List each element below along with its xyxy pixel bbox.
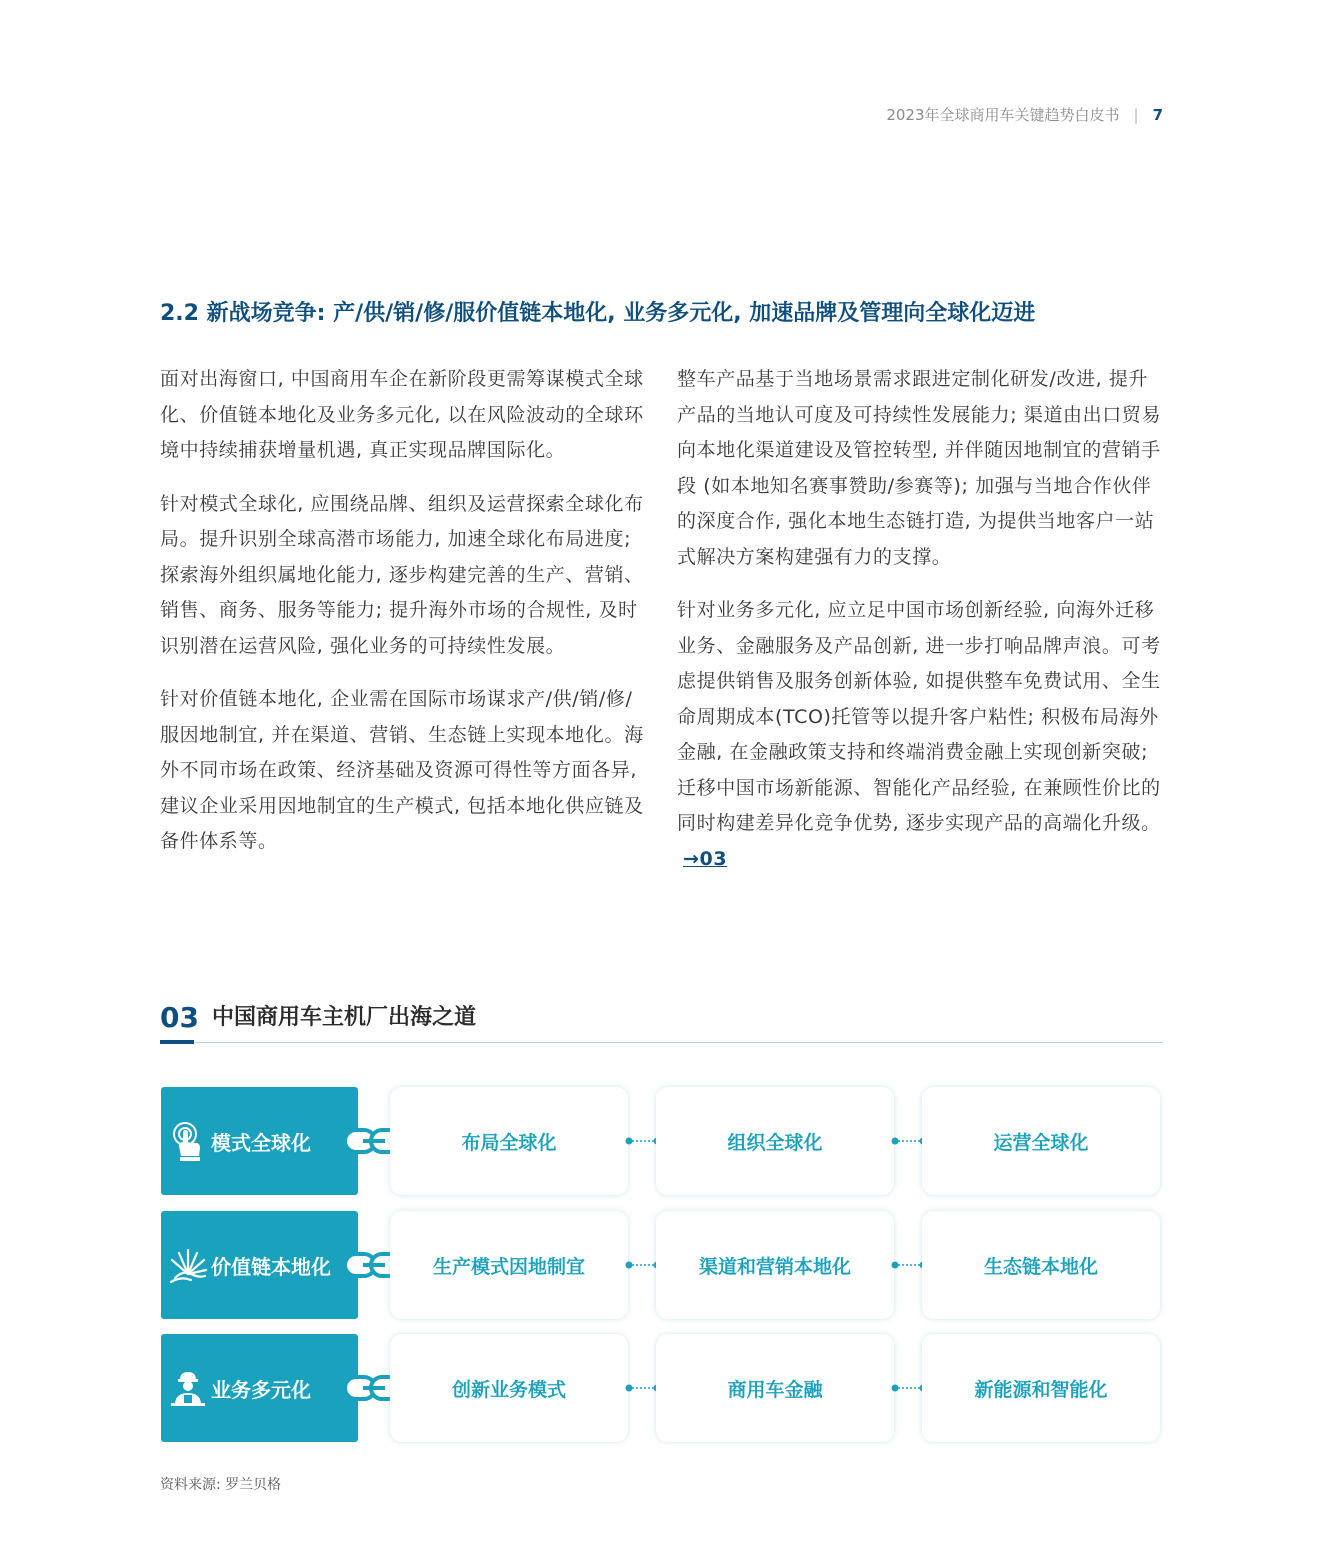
strategy-item: 生态链本地化 — [922, 1211, 1160, 1319]
section-title: 2.2 新战场竞争: 产/供/销/修/服价值链本地化, 业务多元化, 加速品牌及管理向全球化迈进 — [160, 301, 1036, 326]
strategy-item: 新能源和智能化 — [922, 1334, 1160, 1442]
strategy-row-business-diversification — [161, 1334, 1163, 1444]
running-header — [886, 104, 1163, 125]
left-column — [160, 362, 650, 878]
strategy-item: 组织全球化 — [656, 1087, 894, 1195]
category-label: 价值链本地化 — [211, 1254, 331, 1279]
document-title: 2023年全球商用车关键趋势白皮书 — [886, 106, 1120, 124]
strategy-item: 商用车金融 — [656, 1334, 894, 1442]
strategy-item: 布局全球化 — [390, 1087, 628, 1195]
strategy-item: 创新业务模式 — [390, 1334, 628, 1442]
paragraph: 整车产品基于当地场景需求跟进定制化研发/改进, 提升产品的当地认可度及可持续性发展能力; 渠道由出口贸易向本地化渠道建设及管控转型, 并伴随因地制宜的营销手段 (如本地知名赛事赞助/参赛等); 加强与当地合作伙伴的深度合作, 强化本地生态链打造, 为提供当地客户一站式解决方案构建强有力的支撑。 — [677, 368, 1162, 568]
strategy-item: 生产模式因地制宜 — [390, 1211, 628, 1319]
chain-spiral-icon — [167, 1244, 209, 1286]
arrow-right-icon: → — [683, 847, 700, 870]
figure-reference-link[interactable] — [683, 848, 727, 870]
category-block — [161, 1211, 358, 1319]
paragraph: 面对出海窗口, 中国商用车企在新阶段更需筹谋模式全球化、价值链本地化及业务多元化, 以在风险波动的全球环境中持续捕获增量机遇, 真正实现品牌国际化。 — [160, 368, 644, 461]
strategy-item: 渠道和营销本地化 — [656, 1211, 894, 1319]
category-block — [161, 1087, 358, 1195]
paragraph: 针对模式全球化, 应围绕品牌、组织及运营探索全球化布局。提升识别全球高潜市场能力, 加速全球化布局进度; 探索海外组织属地化能力, 逐步构建完善的生产、营销、销售、商务、服务等能力; 提升海外市场的合规性, 及时识别潜在运营风险, 强化业务的可持续性发展。 — [160, 492, 644, 657]
category-label: 模式全球化 — [211, 1130, 311, 1155]
source-note: 资料来源: 罗兰贝格 — [160, 1477, 282, 1493]
strategy-item: 运营全球化 — [922, 1087, 1160, 1195]
figure-title — [160, 998, 1163, 1043]
figure-reference-label: 03 — [699, 847, 728, 870]
page-number: 7 — [1152, 105, 1163, 124]
touch-hand-icon — [167, 1120, 209, 1162]
strategy-row-value-chain-localization — [161, 1211, 1163, 1321]
paragraph-with-ref — [677, 593, 1167, 877]
worker-icon — [167, 1367, 209, 1409]
strategy-row-mode-globalization — [161, 1087, 1163, 1197]
category-block — [161, 1334, 358, 1442]
right-column — [677, 362, 1167, 895]
figure-title-text: 中国商用车主机厂出海之道 — [212, 1005, 477, 1030]
paragraph: 针对价值链本地化, 企业需在国际市场谋求产/供/销/修/服因地制宜, 并在渠道、营销、生态链上实现本地化。海外不同市场在政策、经济基础及资源可得性等方面各异, 建议企业采用因地制宜的生产模式, 包括本地化供应链及备件体系等。 — [160, 688, 644, 852]
header-separator: | — [1133, 105, 1139, 124]
paragraph-text: 针对业务多元化, 应立足中国市场创新经验, 向海外迁移业务、金融服务及产品创新, 进一步打响品牌声浪。可考虑提供销售及服务创新体验, 如提供整车免费试用、全生命周期成本(TCO)托管等以提升客户粘性; 积极布局海外金融, 在金融政策支持和终端消费金融上实现创新突破; 迁移中国市场新能源、智能化产品经验, 在兼顾性价比的同时构建差异化竞争优势, 逐步实现产品的高端化升级。 — [677, 599, 1161, 834]
category-label: 业务多元化 — [211, 1377, 311, 1402]
figure-number: 03 — [160, 998, 194, 1044]
